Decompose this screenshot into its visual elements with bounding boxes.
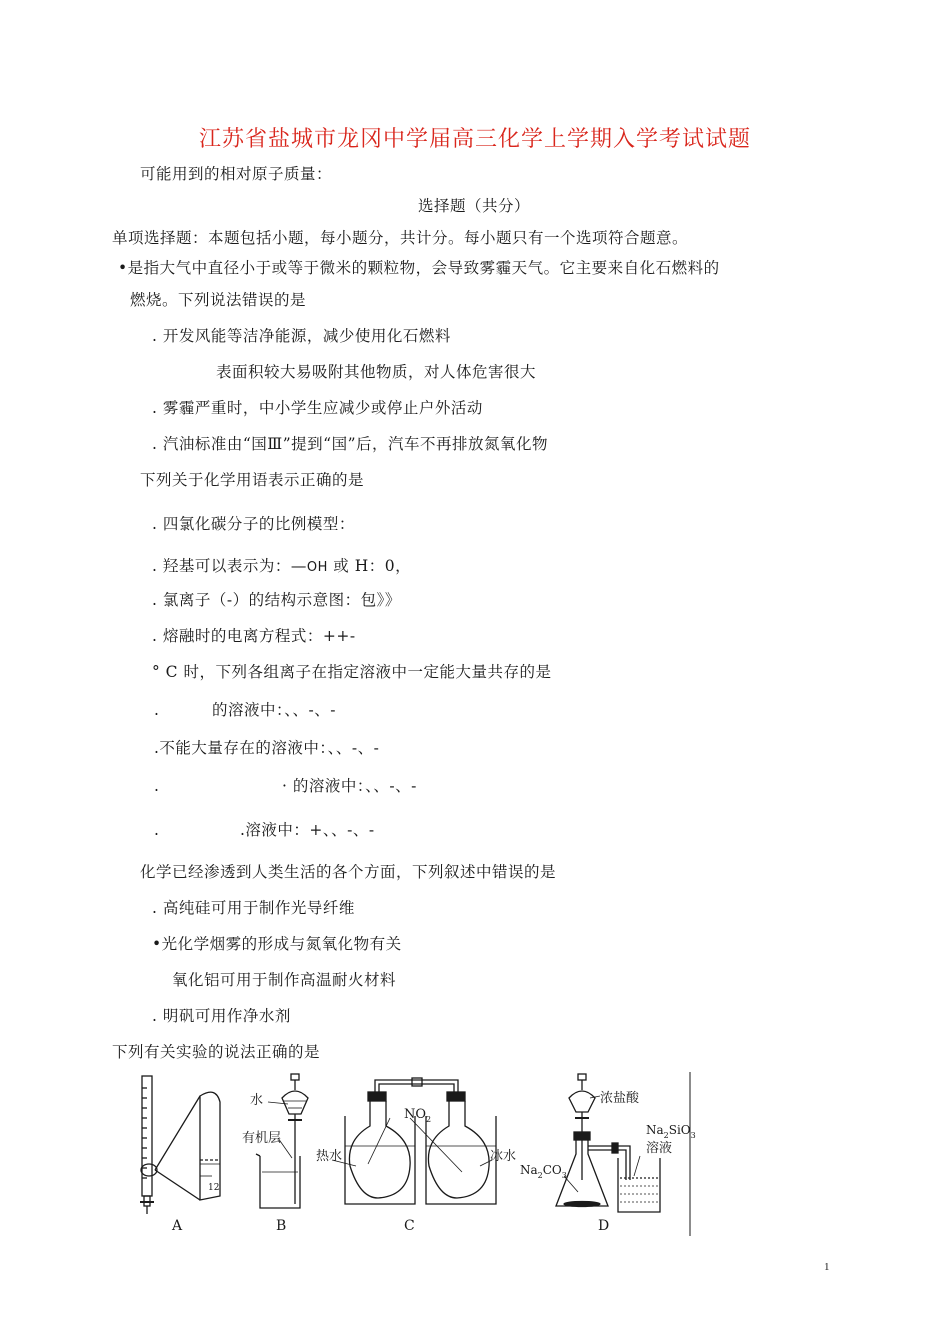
label-water: 水 bbox=[250, 1093, 264, 1108]
apparatus-a bbox=[140, 1076, 220, 1234]
atomic-mass-label: 可能用到的相对原子质量： bbox=[140, 165, 333, 183]
separatory-funnel bbox=[282, 1091, 308, 1114]
q4-stem: 化学已经渗透到人类生活的各个方面，下列叙述中错误的是 bbox=[140, 863, 557, 881]
section-title: 选择题（共分） bbox=[418, 197, 531, 215]
q5-stem: 下列有关实验的说法正确的是 bbox=[112, 1043, 321, 1061]
instructions: 单项选择题：本题包括小题，每小题分，共计分。每小题只有一个选项符合题意。 bbox=[112, 229, 689, 247]
beaker-hot bbox=[345, 1116, 415, 1204]
label-b: B bbox=[276, 1218, 287, 1234]
q2-option-b bbox=[152, 556, 411, 578]
q4-option-b: •光化学烟雾的形成与氮氧化物有关 bbox=[152, 935, 402, 953]
q1-stem-line2: 燃烧。下列说法错误的是 bbox=[130, 291, 307, 309]
q2-option-b-oh: OH bbox=[306, 560, 328, 575]
label-c: C bbox=[404, 1218, 415, 1234]
q4-option-d: . 明矾可用作净水剂 bbox=[152, 1007, 291, 1025]
q2-option-d: . 熔融时的电离方程式：++- bbox=[152, 627, 356, 645]
apparatus-b bbox=[242, 1074, 308, 1234]
beaker-d bbox=[618, 1158, 660, 1212]
flask-right bbox=[428, 1101, 489, 1198]
q3-option-a-marker: . bbox=[154, 701, 160, 719]
burette-reading: 12 bbox=[208, 1183, 220, 1193]
q4-option-c: 氧化铝可用于制作高温耐火材料 bbox=[172, 971, 397, 989]
q3-option-c: · 的溶液中：、、-、- bbox=[282, 777, 417, 795]
label-organic-layer: 有机层 bbox=[242, 1131, 282, 1146]
label-d: D bbox=[598, 1218, 610, 1234]
dropping-funnel bbox=[569, 1091, 595, 1112]
q2-stem: 下列关于化学用语表示正确的是 bbox=[140, 471, 365, 489]
label-solution: 溶液 bbox=[646, 1141, 673, 1156]
beaker-b bbox=[260, 1156, 300, 1208]
q2-option-b-post: 或 H：0， bbox=[327, 557, 412, 575]
label-no2: $NO_2$ bbox=[404, 1107, 432, 1124]
apparatus-d bbox=[520, 1072, 696, 1236]
q3-option-a: 的溶液中：、、-、- bbox=[212, 701, 336, 719]
apparatus-c bbox=[316, 1078, 516, 1234]
label-na2sio3: $Na_2SiO_3$ bbox=[646, 1123, 696, 1140]
label-a: A bbox=[172, 1218, 183, 1234]
q2-option-c: . 氯离子（-）的结构示意图：包》》 bbox=[152, 591, 401, 609]
q1-option-d: . 汽油标准由“国Ⅲ”提到“国”后，汽车不再排放氮氧化物 bbox=[152, 435, 548, 453]
experiment-figure bbox=[120, 1068, 710, 1240]
q3-option-b: .不能大量存在的溶液中：、、-、- bbox=[154, 739, 380, 757]
q3-option-d-marker: . bbox=[154, 821, 160, 839]
q2-option-a: . 四氯化碳分子的比例模型： bbox=[152, 515, 355, 533]
beaker-ice bbox=[426, 1116, 496, 1204]
q3-option-c-marker: . bbox=[154, 777, 160, 795]
q1-option-a: . 开发风能等洁净能源，减少使用化石燃料 bbox=[152, 327, 451, 345]
q1-option-c: . 雾霾严重时，中小学生应减少或停止户外活动 bbox=[152, 399, 483, 417]
magnifier-circle bbox=[141, 1164, 157, 1176]
label-ice-water: 冰水 bbox=[490, 1149, 517, 1164]
q1-option-b: 表面积较大易吸附其他物质，对人体危害很大 bbox=[216, 363, 537, 381]
delivery-tube bbox=[588, 1146, 630, 1180]
q3-option-d: .溶液中：+、、-、- bbox=[240, 821, 375, 839]
page-number: 1 bbox=[824, 1261, 830, 1273]
label-hot-water: 热水 bbox=[316, 1149, 343, 1164]
q1-stem-line1: •是指大气中直径小于或等于微米的颗粒物，会导致雾霾天气。它主要来自化石燃料的 bbox=[118, 259, 720, 277]
label-na2co3: $Na_2CO_3$ bbox=[520, 1163, 567, 1180]
label-conc-hcl: 浓盐酸 bbox=[600, 1091, 640, 1106]
q2-option-b-pre: . 羟基可以表示为：— bbox=[152, 557, 307, 575]
q4-option-a: . 高纯硅可用于制作光导纤维 bbox=[152, 899, 355, 917]
flask-left bbox=[349, 1101, 410, 1198]
page-title: 江苏省盐城市龙冈中学届高三化学上学期入学考试试题 bbox=[198, 127, 751, 152]
q3-stem: ° C 时，下列各组离子在指定溶液中一定能大量共存的是 bbox=[152, 663, 552, 681]
